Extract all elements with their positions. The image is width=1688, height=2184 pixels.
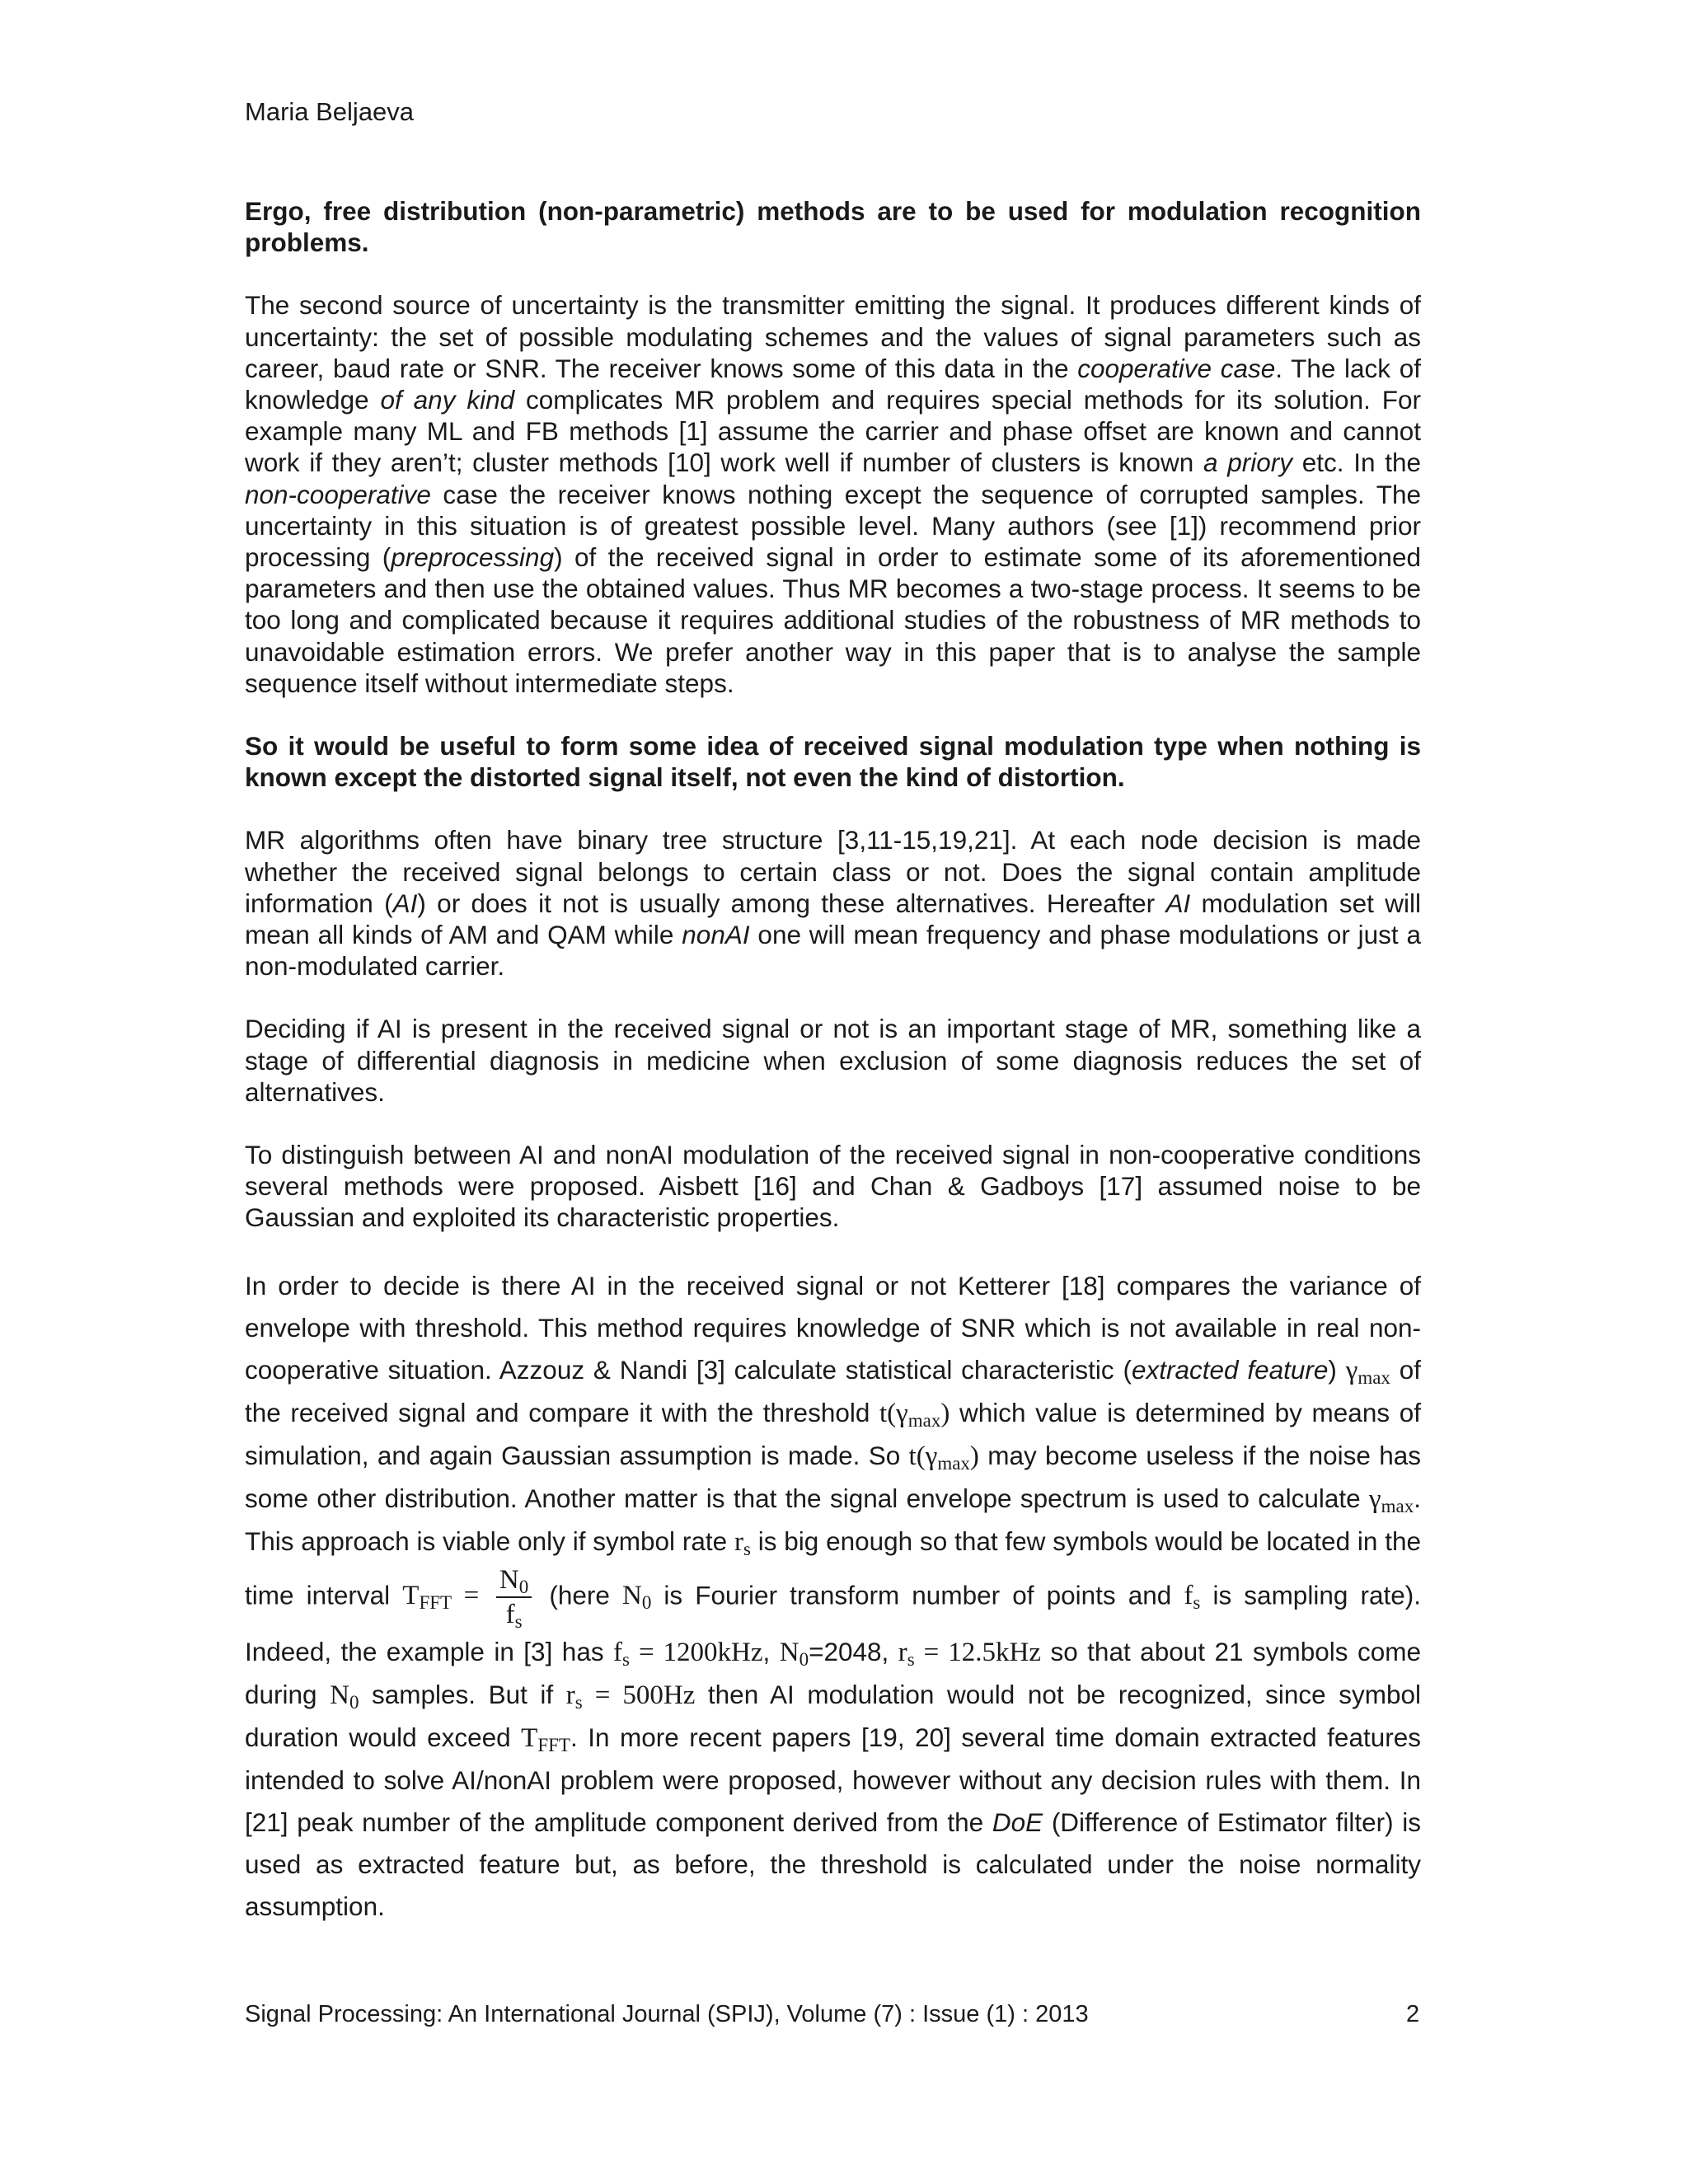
n0-over-fs-fraction: $\frac{N_0}{f_s}$ [496, 1563, 532, 1631]
paragraph-distinguish-methods: To distinguish between AI and nonAI modulation of the received signal in non-cooperative conditions several methods were proposed. Aisbett [16] and Chan & Gadboys [17] assumed noise to be Gaussian and exploited its characteristic properties. [245, 1140, 1421, 1233]
n0-symbol: $N_0$ [779, 1637, 809, 1670]
threshold-gamma-max: $t(\gamma_{max})$ [908, 1441, 979, 1474]
t-fft-equation: $T_{FFT}$ = [402, 1581, 491, 1614]
fs-value: $f_s = 1200kHz$ [613, 1637, 763, 1670]
rs-value: $r_s = 500Hz$ [565, 1680, 696, 1713]
footer-journal-citation: Signal Processing: An International Journal (SPIJ), Volume (7) : Issue (1) : 2013 [245, 2001, 1089, 2027]
paragraph-differential-diagnosis: Deciding if AI is present in the received signal or not is an important stage of MR, something like a stage of differential diagnosis in medicine when exclusion of some diagnosis reduces the set of alternatives. [245, 1014, 1421, 1107]
n0-symbol: $N_0$ [330, 1680, 359, 1713]
rs-value: $r_s = 12.5kHz$ [898, 1637, 1041, 1670]
threshold-gamma-max: $t(\gamma_{max})$ [879, 1398, 950, 1431]
symbol-rate-rs: $r_s$ [734, 1526, 751, 1559]
running-header-author: Maria Beljaeva [245, 97, 415, 126]
paragraph-conclusion-nonparametric: Ergo, free distribution (non-parametric) methods are to be used for modulation recognition problems. [245, 196, 1421, 258]
t-fft-symbol: $T_{FFT}$ [521, 1722, 570, 1755]
paragraph-ketterer-azzouz: In order to decide is there AI in the received signal or not Ketterer [18] compares the variance of envelope with threshold. This method requires knowledge of SNR which is not available in real non-cooperative situation. Azzouz & Nandi [3] calculate statistical characteristic (extracted feature) $\gamma_{max}$ of the received signal and compare it with the threshold $t(\gamma_{max})$ which value is determined by means of simulation, and again Gaussian assumption is made. So $t(\gamma_{max})$ may become useless if the noise has some other distribution. Another matter is that the signal envelope spectrum is used to calculate $\gamma_{max}$. This approach is viable only if symbol rate $r_s$ is big enough so that few symbols would be located in the time interval $T_{FFT}$ = $\frac{N_0}{f_s}$ (here $N_0$ is Fourier transform number of points and $f_s$ is sampling rate). Indeed, the example in [3] has $f_s = 1200kHz$, $N_0=2048$, $r_s = 12.5kHz$ so that about 21 symbols come during $N_0$ samples. But if $r_s = 500Hz$ then AI modulation would not be recognized, since symbol duration would exceed $T_{FFT}$. In more recent papers [19, 20] several time domain extracted features intended to solve AI/nonAI problem were proposed, however without any decision rules with them. In [21] peak number of the amplitude component derived from the DoE (Difference of Estimator filter) is used as extracted feature but, as before, the threshold is calculated under the noise normality assumption. [245, 1270, 1421, 1921]
n0-symbol: $N_0$ [621, 1581, 652, 1614]
fs-symbol: $f_s$ [1184, 1581, 1201, 1614]
paragraph-transmitter-uncertainty: The second source of uncertainty is the transmitter emitting the signal. It produces different kinds of uncertainty: the set of possible modulating schemes and the values of signal parameters such as career, baud rate or SNR. The receiver knows some of this data in the cooperative case. The lack of knowledge of any kind complicates MR problem and requires special methods for its solution. For example many ML and FB methods [1] assume the carrier and phase offset are known and cannot work if they aren’t; cluster methods [10] work well if number of clusters is known a priory etc. In the non-cooperative case the receiver knows nothing except the sequence of corrupted samples. The uncertainty in this situation is of greatest possible level. Many authors (see [1]) recommend prior processing (preprocessing) of the received signal in order to estimate some of its aforementioned parameters and then use the obtained values. Thus MR becomes a two-stage process. It seems to be too long and complicated because it requires additional studies of the robustness of MR methods to unavoidable estimation errors. We prefer another way in this paper that is to analyse the sample sequence itself without intermediate steps. [245, 290, 1421, 698]
paragraph-binary-tree: MR algorithms often have binary tree structure [3,11-15,19,21]. At each node decision is made whether the received signal belongs to certain class or not. Does the signal contain amplitude information (AI) or does it not is usually among these alternatives. Hereafter AI modulation set will mean all kinds of AM and QAM while nonAI one will mean frequency and phase modulations or just a non-modulated carrier. [245, 825, 1422, 982]
body-text [245, 195, 1421, 1928]
gamma-max-symbol: $\gamma_{max}$ [1369, 1483, 1414, 1516]
footer-page-number: 2 [1406, 2001, 1420, 2027]
paragraph-useful-idea: So it would be useful to form some idea of received signal modulation type when nothing is known except the distorted signal itself, not even the kind of distortion. [245, 731, 1421, 793]
gamma-max-symbol: $\gamma_{max}$ [1345, 1355, 1390, 1388]
